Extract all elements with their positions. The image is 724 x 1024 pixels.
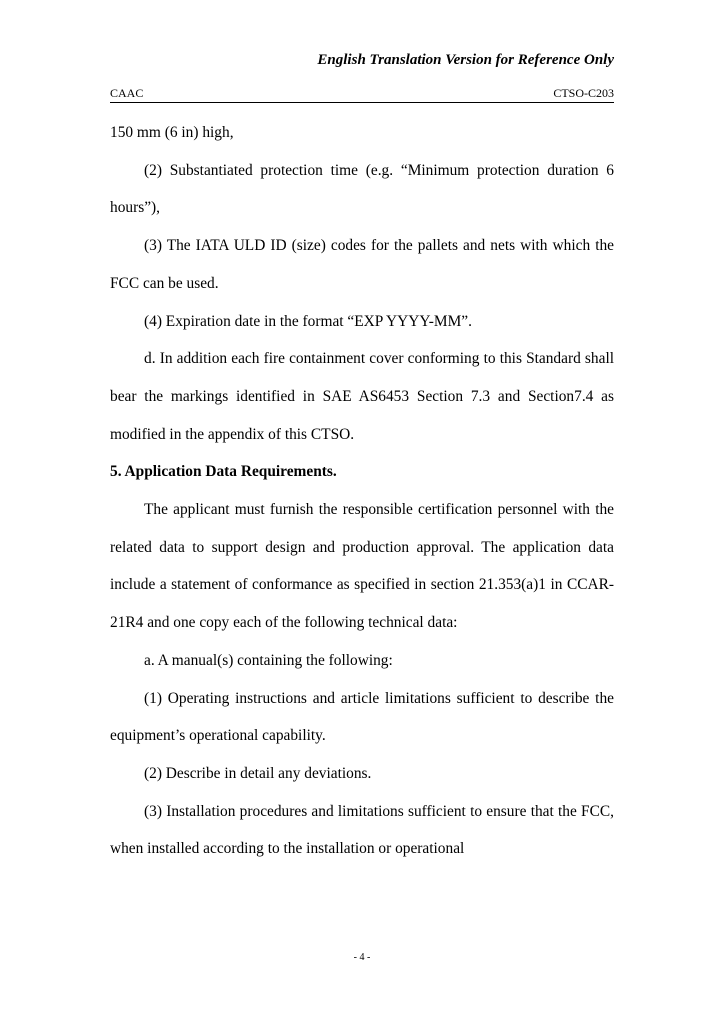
- body-text: [110, 114, 614, 868]
- paragraph-application-data: The applicant must furnish the responsible certification personnel with the related data to support design and production approval. The application data include a statement of conformance as specified in section 21.353(a)1 in CCAR-21R4 and one copy each of the following technical data:: [110, 501, 614, 632]
- page-number: - 4 -: [353, 952, 371, 963]
- header-organization: CAAC: [110, 86, 144, 100]
- paragraph-item-a: a. A manual(s) containing the following:: [144, 651, 393, 669]
- paragraph-item-4: (4) Expiration date in the format “EXP YYYY-MM”.: [144, 312, 472, 330]
- paragraph-manual-item-1: (1) Operating instructions and article limitations sufficient to describe the equipment’s operational capability.: [110, 689, 614, 745]
- paragraph-manual-item-2: (2) Describe in detail any deviations.: [144, 764, 372, 782]
- translation-notice: English Translation Version for Reference Only: [317, 52, 614, 68]
- paragraph-manual-item-3: (3) Installation procedures and limitations sufficient to ensure that the FCC, when installed according to the installation or operational: [110, 802, 614, 858]
- paragraph-item-3: (3) The IATA ULD ID (size) codes for the pallets and nets with which the FCC can be used.: [110, 237, 614, 292]
- paragraph-item-2: (2) Substantiated protection time (e.g. “Minimum protection duration 6 hours”),: [110, 161, 614, 217]
- section-heading: 5. Application Data Requirements.: [110, 463, 337, 481]
- paragraph-item-d: d. In addition each fire containment cover conforming to this Standard shall bear the markings identified in SAE AS6453 Section 7.3 and Section7.4 as modified in the appendix of this CTSO.: [110, 350, 614, 443]
- header-document-id: CTSO-C203: [553, 86, 614, 100]
- running-header: [110, 86, 614, 103]
- paragraph-continuation: 150 mm (6 in) high,: [110, 124, 234, 141]
